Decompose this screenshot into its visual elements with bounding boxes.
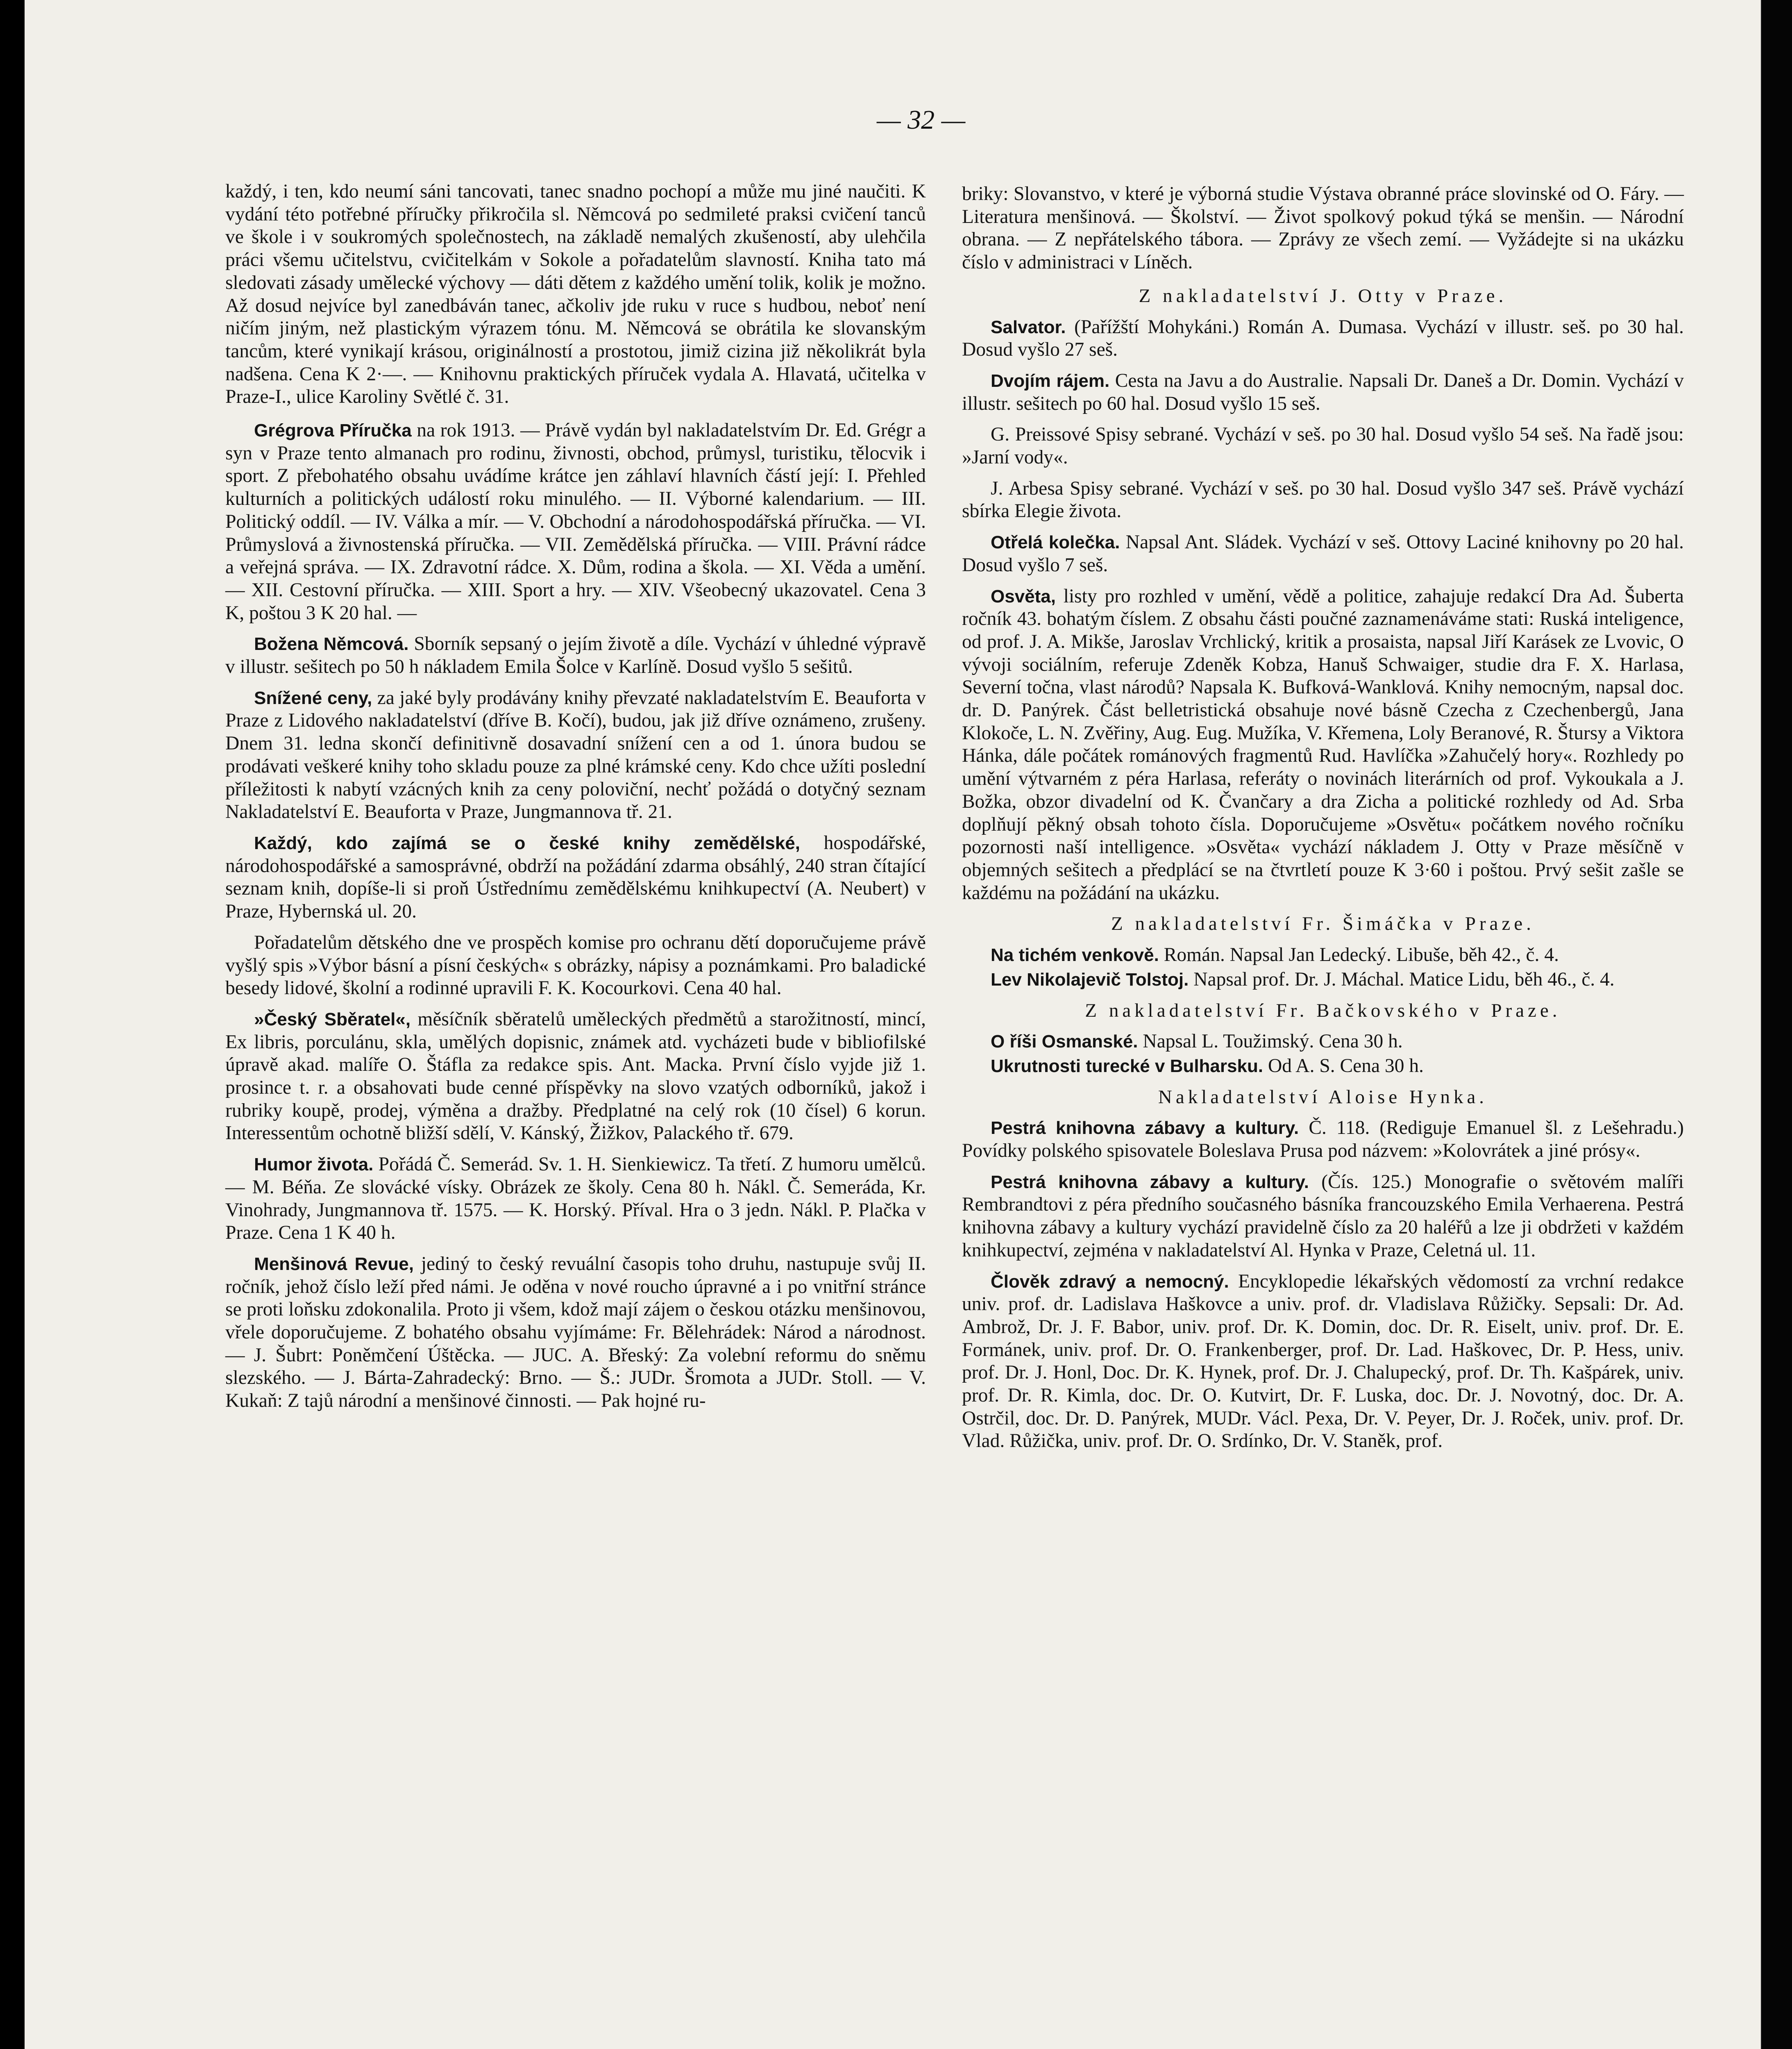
page-number: — 32 — <box>877 105 966 135</box>
article <box>962 1270 1684 1453</box>
article-text: každý, i ten, kdo neumí sáni tancovati, tanec snadno pochopí a může mu jiné naučiti. K vydání této potřebné příručky přikročila sl. Němcová po sedmileté praksi cvičení tanců ve škole i v soukromých společnostech, na základě nemalých zkušeností, aby ulehčila práci všemu učitelstvu, cvičitelkám v Sokole a pořadatelům slavností. Kniha tato má sledovati zásady umělecké výchovy — dáti dětem z každého umění tolik, kolik je možno. Až dosud nejvíce byl zanedbáván tanec, ačkoliv jde ruku v ruce s hudbou, neboť není ničím jiným, než plastickým výrazem tónu. M. Němcová se obrátila ke slovanským tancům, které vynikají krásou, originálností a prostotou, jimiž cizina již několikrát byla nadšena. Cena K 2·—. — Knihovnu praktických příruček vydala A. Hlavatá, učitelka v Praze-I., ulice Karoliny Světlé č. 31. <box>225 181 926 408</box>
section-heading: Nakladatelství Aloise Hynka. <box>1158 1086 1488 1108</box>
article <box>962 183 1684 274</box>
article-text: (Čís. 125.) Monografie o světovém malíři Rembrandtovi z péra předního současného básníka francouzského Emila Verhaerena. Pestrá knihovna zábavy a kultury vychází pravidelně číslo za 20 haléřů a lze ji obdržeti v každém knihkupectví, zejména v nakladatelství Al. Hynka v Praze, Celetná ul. 11. <box>962 1171 1684 1261</box>
article-title: Humor života. <box>254 1154 374 1175</box>
article-title: Snížené ceny, <box>254 688 372 708</box>
article <box>962 370 1684 415</box>
article-text: G. Preissové Spisy sebrané. Vychází v seš. po 30 hal. Dosud vyšlo 54 seš. Na řadě jsou: »Jarní vody«. <box>962 424 1684 468</box>
article-text: Napsal L. Toužimský. Cena 30 h. <box>1138 1031 1403 1052</box>
article <box>962 585 1684 905</box>
article-text: briky: Slovanstvo, v které je výborná studie Výstava obranné práce slovinské od O. Fáry. — Literatura menšinová. — Školství. — Život spolkový pokud týká se menšin. — Národní obrana. — Z nepřátelského tábora. — Zprávy ze všech zemí. — Vyžádejte si na ukázku číslo v administraci v Líněch. <box>962 183 1684 273</box>
article-title: Každý, kdo zajímá se o české knihy zemědělské, <box>254 833 800 853</box>
article-title: Člověk zdravý a nemocný. <box>991 1271 1229 1292</box>
article-text: Pořádá Č. Semerád. Sv. 1. H. Sienkiewicz. Ta třetí. Z humoru umělců. — M. Béňa. Ze slovácké vísky. Obrázek ze školy. Cena 80 h. Nákl. Č. Semeráda, Kr. Vinohrady, Jungmannova tř. 1575. — K. Horský. Příval. Hra o 3 jedn. Nákl. P. Plačka v Praze. Cena 1 K 40 h. <box>225 1154 926 1244</box>
scan-border <box>1762 0 1792 2049</box>
article-text: Román. Napsal Jan Ledecký. Libuše, běh 42., č. 4. <box>1159 944 1559 966</box>
article-title: Lev Nikolajevič Tolstoj. <box>991 969 1189 990</box>
article <box>225 832 926 923</box>
article <box>225 687 926 824</box>
section-heading: Z nakladatelství Fr. Šimáčka v Praze. <box>1111 913 1535 935</box>
article-text: Od A. S. Cena 30 h. <box>1263 1055 1424 1077</box>
article-text: Napsal prof. Dr. J. Máchal. Matice Lidu, běh 46., č. 4. <box>1189 968 1615 990</box>
article-title: Pestrá knihovna zábavy a kultury. <box>991 1172 1309 1192</box>
left-column <box>225 180 926 1421</box>
section-heading: Z nakladatelství Fr. Bačkovského v Praze. <box>1085 1000 1561 1021</box>
article <box>962 1055 1684 1078</box>
article <box>225 1153 926 1245</box>
article-text: J. Arbesa Spisy sebrané. Vychází v seš. po 30 hal. Dosud vyšlo 347 seš. Právě vychází sbírka Elegie života. <box>962 477 1684 522</box>
article-title: Božena Němcová. <box>254 634 409 654</box>
page <box>25 0 1762 2049</box>
article-text: na rok 1913. — Právě vydán byl nakladatelstvím Dr. Ed. Grégr a syn v Praze tento almanach pro rodinu, živnosti, obchod, průmysl, turistiku, tělocvik i sport. Z přebohatého obsahu uvádíme krátce jen záhlaví hlavních částí její: I. Přehled kulturních a politických událostí roku minulého. — II. Výborné kalendarium. — III. Politický oddíl. — IV. Válka a mír. — V. Obchodní a národohospodářská příručka. — VI. Průmyslová a živnostenská příručka. — VII. Zemědělská příručka. — VIII. Právní rádce a veřejná správa. — IX. Zdravotní rádce. X. Dům, rodina a škola. — XI. Věda a umění. — XII. Cestovní příručka. — XIII. Sport a hry. — XIV. Všeobecný ukazovatel. Cena 3 K, poštou 3 K 20 hal. — <box>225 420 926 624</box>
article <box>225 180 926 409</box>
article <box>962 1171 1684 1262</box>
article <box>962 316 1684 361</box>
article-title: Otřelá kolečka. <box>991 532 1120 553</box>
article-text: (Pařížští Mohykáni.) Román A. Dumasa. Vychází v illustr. seš. po 30 hal. Dosud vyšlo 27 seš. <box>962 316 1684 361</box>
article-text: Encyklopedie lékařských vědomostí za vrchní redakce univ. prof. dr. Ladislava Haškovce a univ. prof. dr. Vladislava Růžičky. Sepsali: Dr. Ad. Ambrož, Dr. J. F. Babor, univ. prof. Dr. K. Domin, doc. Dr. R. Eiselt, univ. prof. Dr. E. Formánek, univ. prof. Dr. O. Frankenberger, prof. Dr. Lad. Haškovec, Dr. P. Hess, univ. prof. Dr. J. Honl, Doc. Dr. K. Hynek, prof. Dr. J. Chalupecký, prof. Dr. Th. Kašpárek, univ. prof. Dr. R. Kimla, doc. Dr. O. Kutvirt, Dr. F. Luska, doc. Dr. J. Novotný, doc. Dr. A. Ostrčil, doc. Dr. D. Panýrek, MUDr. Václ. Pexa, Dr. V. Peyer, Dr. J. Roček, univ. prof. Dr. Vlad. Růžička, univ. prof. Dr. O. Srdínko, Dr. V. Staněk, prof. <box>962 1270 1684 1452</box>
article-title: Dvojím rájem. <box>991 370 1110 391</box>
article-text: Pořadatelům dětského dne ve prospěch komise pro ochranu dětí doporučujeme právě vyšlý spis »Výbor básní a písní českých« s obrázky, nápisy a poznámkami. Pro baladické besedy lidové, školní a rodinné upravili F. K. Kocourkovi. Cena 40 hal. <box>225 931 926 999</box>
article <box>225 931 926 1000</box>
right-column <box>962 183 1684 1461</box>
article-text: Napsal Ant. Sládek. Vychází v seš. Ottovy Laciné knihovny po 20 hal. Dosud vyšlo 7 seš. <box>962 532 1684 576</box>
article <box>225 419 926 625</box>
article-text: Sborník sepsaný o jejím životě a díle. Vychází v úhledné výpravě v illustr. sešitech po 50 h nákladem Emila Šolce v Karlíně. Dosud vyšlo 5 sešitů. <box>225 633 926 678</box>
article <box>962 968 1684 991</box>
article-text: jediný to český revuální časopis toho druhu, nastupuje svůj II. ročník, jehož číslo leží před námi. Je oděna v nové roucho úpravné a i po vnitřní stránce se proti loňsku zdokonalila. Proto ji všem, kdož mají zájem o českou otázku menšinovou, vřele doporučujeme. Z bohatého obsahu vyjímáme: Fr. Bělehrádek: Národ a národnost. — J. Šubrt: Poněmčení Úštěcka. — JUC. A. Břeský: Za volební reformu do sněmu slezského. — J. Bárta-Zahradecký: Brno. — Š.: JUDr. Šromota a JUDr. Stoll. — V. Kukaň: Z tajů národní a menšinové činnosti. — Pak hojné ru- <box>225 1253 926 1412</box>
article <box>962 477 1684 523</box>
article <box>225 633 926 678</box>
article <box>962 944 1684 967</box>
article <box>962 1030 1684 1053</box>
article-text: listy pro rozhled v umění, vědě a politice, zahajuje redakcí Dra Ad. Šuberta ročník 43. bohatým číslem. Z obsahu části poučné zaznamenáváme stati: Ruská inteligence, od prof. J. A. Mikše, Jaroslav Vrchlický, kritik a prosaista, napsal Jiří Karásek ze Lvovic, O vývoji sociálním, referuje Zdeněk Kobza, Hanuš Schwaiger, studie dra F. X. Harlasa, Severní točna, vlast národů? Napsala K. Bufková-Wanklová. Knihy nemocným, napsal doc. dr. D. Panýrek. Část belletristická obsahuje nové básně Czecha z Czechenbergů, Jana Klokoče, L. N. Zvěřiny, Aug. Eug. Mužíka, V. Křemena, Loly Beranové, R. Štursy a Viktora Hánka, dále počátek románových fragmentů Rud. Havlíčka »Zahučelý hory«. Rozhledy po umění výtvarném z péra Harlasa, referáty o novinách literárních od prof. Vykoukala a J. Božka, obzor divadelní od K. Čvančary a dra Zicha a politické rozhledy od Ad. Srba doplňují pěkný obsah tohoto čísla. Doporučujeme »Osvětu« počátkem nového ročníku pozornosti naší intelligence. »Osvěta« vychází nákladem J. Otty v Praze měsíčně v objemných sešitech a předplácí se na čtvrtletí pouze K 3·60 i poštou. Prvý sešit zašle se každému na požádání na ukázku. <box>962 585 1684 904</box>
article-title: Menšinová Revue, <box>254 1254 414 1274</box>
article <box>225 1253 926 1413</box>
section-heading: Z nakladatelství J. Otty v Praze. <box>1139 285 1507 307</box>
article-title: Grégrova Příručka <box>254 420 412 441</box>
article-text: Č. 118. (Rediguje Emanuel šl. z Lešehradu.) Povídky polského spisovatele Boleslava Prusa pod názvem: »Kolovrátek a jiné prósy«. <box>962 1117 1684 1162</box>
article <box>962 1117 1684 1162</box>
article-title: »Český Sběratel«, <box>254 1009 411 1029</box>
article-title: Salvator. <box>991 317 1066 337</box>
article-title: Ukrutnosti turecké v Bulharsku. <box>991 1056 1263 1076</box>
article-title: Pestrá knihovna zábavy a kultury. <box>991 1118 1299 1138</box>
article-title: O říši Osmanské. <box>991 1031 1138 1052</box>
article-title: Na tichém venkově. <box>991 945 1159 965</box>
article-text: hospodářské, národohospodářské a samosprávné, obdrží na požádání zdarma obsáhlý, 240 stran čítající seznam knih, dopíše-li si proň Ústřednímu zemědělskému knihkupectví (A. Neubert) v Praze, Hybernská ul. 20. <box>225 832 926 922</box>
article-text: Cesta na Javu a do Australie. Napsali Dr. Daneš a Dr. Domin. Vychází v illustr. sešitech po 60 hal. Dosud vyšlo 15 seš. <box>962 370 1684 414</box>
article <box>962 531 1684 577</box>
article-text: měsíčník sběratelů uměleckých předmětů a starožitností, mincí, Ex libris, porculánu, skla, umělých dopisnic, známek atd. vycházeti bude v bibliofilské úpravě akad. malíře O. Štáfla za redakce spis. Ant. Macka. První číslo vyjde již 1. prosince t. r. a obsahovati bude cenné příspěvky na slovo vzatých odborníků, jakož i rubriky koupě, prodej, výměna a dražby. Předplatné na celý rok (10 čísel) 6 korun. Interessentům ochotně bližší sdělí, V. Kánský, Žižkov, Palackého tř. 679. <box>225 1008 926 1144</box>
article <box>962 423 1684 469</box>
article-text: za jaké byly prodávány knihy převzaté nakladatelstvím E. Beauforta v Praze z Lidového nakladatelství (dříve B. Kočí), budou, jak již dříve oznámeno, zrušeny. Dnem 31. ledna skončí definitivně dosavadní snížení cen a od 1. února budou se prodávati veškeré knihy toho skladu pouze za plné krámské ceny. Kdo chce užíti poslední příležitosti k nabytí vzácných knih za ceny poloviční, nechť požádá o dotyčný seznam Nakladatelství E. Beauforta v Praze, Jungmannova tř. 21. <box>225 687 926 823</box>
article-title: Osvěta, <box>991 586 1056 607</box>
article <box>225 1008 926 1145</box>
